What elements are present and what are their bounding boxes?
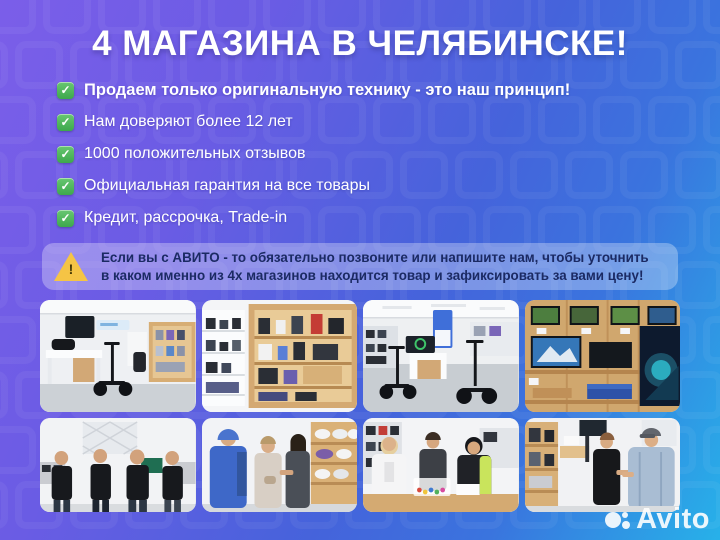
- check-icon: ✓: [57, 210, 74, 227]
- photo-staff-helping-customer: [525, 418, 681, 512]
- check-icon: ✓: [57, 82, 74, 99]
- avito-watermark: [605, 505, 710, 533]
- bullet-text: Продаем только оригинальную технику - это наш принцип!: [84, 80, 571, 99]
- bullet-text: Кредит, рассрочка, Trade-in: [84, 209, 288, 226]
- benefits-list: [57, 74, 570, 234]
- photo-store-aisle-scooters: [363, 300, 519, 412]
- avito-logo-icon: [605, 505, 633, 533]
- warning-exclamation: !: [68, 260, 74, 277]
- warning-icon: [54, 252, 88, 282]
- bullet-text: Нам доверяют более 12 лет: [84, 113, 293, 130]
- photo-women-at-counter: [363, 418, 519, 512]
- photo-store-interior-scooter: [40, 300, 196, 412]
- photo-appliance-shelves: [202, 300, 358, 412]
- warning-line-1: Если вы с АВИТО - то обязательно позвоните или напишите нам, чтобы уточнить: [101, 250, 649, 265]
- list-item: [57, 170, 570, 202]
- avito-watermark-text: Avito: [636, 503, 710, 535]
- list-item: [57, 74, 570, 106]
- warning-line-2: в каком именно из 4х магазинов находится товар и зафиксировать за вами цену!: [101, 267, 644, 283]
- photo-customers-consultation: [202, 418, 358, 512]
- warning-text: [101, 249, 649, 284]
- check-icon: ✓: [57, 114, 74, 131]
- bullet-text: Официальная гарантия на все товары: [84, 177, 370, 194]
- warning-banner: [42, 243, 678, 290]
- photo-staff-team: [40, 418, 196, 512]
- check-icon: ✓: [57, 178, 74, 195]
- page-title: 4 МАГАЗИНА В ЧЕЛЯБИНСКЕ!: [92, 24, 628, 63]
- bullet-text: 1000 положительных отзывов: [84, 145, 306, 162]
- list-item: [57, 106, 570, 138]
- check-icon: ✓: [57, 146, 74, 163]
- photo-grid: [40, 300, 680, 512]
- photo-tv-display-wall: [525, 300, 681, 412]
- list-item: [57, 202, 570, 234]
- list-item: [57, 138, 570, 170]
